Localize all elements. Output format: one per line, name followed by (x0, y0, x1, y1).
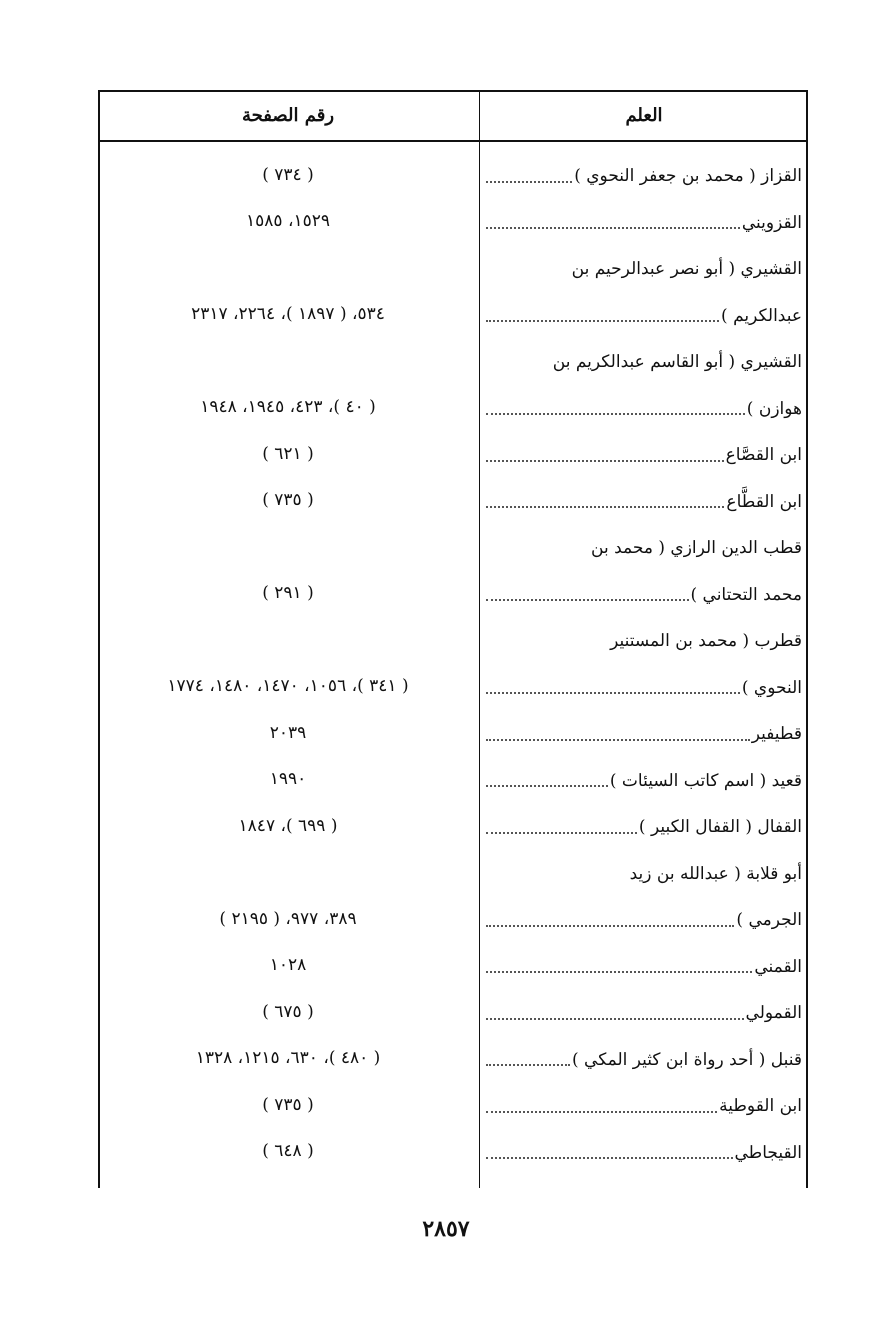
table-row (98, 1123, 808, 1170)
entry-name: قنبل ( أحد رواة ابن كثير المكي ) (572, 1049, 802, 1070)
entry-name-cell (486, 146, 802, 193)
table-row (98, 332, 808, 379)
entry-pages: ١٩٩٠ (269, 769, 307, 789)
entry-name: القمولي (745, 1003, 802, 1024)
index-rows (98, 146, 808, 1169)
table-row (98, 286, 808, 333)
entry-name-cell (486, 937, 802, 984)
entry-name: القزويني (741, 212, 802, 233)
leader-dots (486, 1156, 733, 1159)
entry-name-cell (486, 611, 802, 658)
entry-pages: ( ٧٣٥ ) (262, 490, 314, 510)
entry-pages (98, 332, 478, 379)
table-row (98, 844, 808, 891)
entry-name: القمني (754, 956, 802, 977)
leader-dots (486, 412, 745, 415)
table-row (98, 890, 808, 937)
entry-pages: ٥٣٤، ( ١٨٩٧ )، ٢٢٦٤، ٢٣١٧ (191, 304, 385, 324)
leader-dots (486, 831, 637, 834)
table-row (98, 239, 808, 286)
table-row (98, 937, 808, 984)
entry-pages: ( ٤٨٠ )، ٦٣٠، ١٢١٥، ١٣٢٨ (195, 1048, 381, 1068)
leader-dots (486, 1017, 744, 1020)
entry-pages: ( ٧٣٥ ) (262, 1094, 314, 1115)
table-row (98, 611, 808, 658)
entry-pages (98, 518, 478, 565)
entry-name-cell (486, 518, 802, 565)
entry-name-cell (486, 1123, 802, 1170)
leader-dots (486, 970, 752, 973)
leader-dots (486, 784, 608, 787)
entry-name-cell (486, 890, 802, 937)
leader-dots (486, 598, 689, 601)
leader-dots (486, 319, 719, 322)
entry-name: محمد التحتاني ) (690, 584, 802, 605)
table-row (98, 193, 808, 240)
entry-pages: ( ٦٤٨ ) (262, 1141, 314, 1161)
entry-name: هوازن ) (746, 398, 802, 419)
entry-name-cell (486, 1030, 802, 1077)
header-pages-column: رقم الصفحة (242, 104, 335, 126)
entry-pages: ( ٦٢١ ) (262, 443, 314, 464)
entry-name-cell (486, 751, 802, 798)
table-row (98, 983, 808, 1030)
entry-name: ابن القصَّاع (725, 445, 802, 466)
entry-name: قطيفير (751, 724, 802, 745)
entry-pages: ٣٨٩، ٩٧٧، ( ٢١٩٥ ) (219, 908, 357, 929)
entry-name: قعيد ( اسم كاتب السيئات ) (609, 770, 802, 791)
leader-dots (486, 1063, 570, 1066)
table-row (98, 146, 808, 193)
table-row (98, 1030, 808, 1077)
entry-name: القشيري ( أبو القاسم عبدالكريم بن (552, 352, 802, 373)
table-row (98, 658, 808, 705)
entry-name-cell (486, 193, 802, 240)
entry-pages: ( ٢٩١ ) (262, 583, 314, 603)
entry-name: أبو قلابة ( عبدالله بن زيد (629, 863, 802, 884)
entry-name-cell (486, 425, 802, 472)
entry-name: القفال ( القفال الكبير ) (638, 817, 802, 838)
table-row (98, 797, 808, 844)
entry-pages (98, 239, 478, 286)
entry-pages: ( ٤٠ )، ٤٢٣، ١٩٤٥، ١٩٤٨ (200, 397, 376, 417)
leader-dots (486, 1110, 717, 1113)
index-table (98, 90, 808, 1188)
entry-name-cell (486, 1076, 802, 1123)
leader-dots (486, 738, 750, 741)
entry-name: قطب الدين الرازي ( محمد بن (591, 538, 802, 559)
entry-name: قطرب ( محمد بن المستنير (610, 631, 802, 652)
table-row (98, 425, 808, 472)
entry-name: عبدالكريم ) (721, 305, 802, 326)
entry-name: القيجاطي (734, 1142, 802, 1163)
entry-name-cell (486, 379, 802, 426)
leader-dots (486, 459, 724, 462)
entry-pages: ١٠٢٨ (269, 955, 307, 975)
entry-pages: ( ٧٣٤ ) (262, 164, 314, 185)
entry-pages: ( ٣٤١ )، ١٠٥٦، ١٤٧٠، ١٤٨٠، ١٧٧٤ (167, 676, 409, 696)
table-row (98, 472, 808, 519)
entry-name-cell (486, 983, 802, 1030)
table-row (98, 518, 808, 565)
entry-pages: ١٥٢٩، ١٥٨٥ (246, 211, 330, 231)
entry-pages (98, 611, 478, 658)
leader-dots (486, 924, 734, 927)
leader-dots (486, 180, 572, 183)
table-row (98, 379, 808, 426)
header-name-column: العلم (625, 104, 663, 126)
entry-name-cell (486, 472, 802, 519)
entry-name: الجرمي ) (736, 910, 802, 931)
table-row (98, 704, 808, 751)
entry-name-cell (486, 286, 802, 333)
entry-name-cell (486, 239, 802, 286)
entry-name: ابن القوطية (719, 1096, 802, 1117)
table-row (98, 565, 808, 612)
leader-dots (486, 505, 724, 508)
entry-pages: ٢٠٣٩ (269, 722, 307, 743)
entry-name: النحوي ) (741, 677, 802, 698)
entry-name-cell (486, 658, 802, 705)
entry-name: ابن القطَّاع (726, 491, 802, 512)
page-number: ٢٨٥٧ (422, 1216, 470, 1242)
header-divider (98, 140, 808, 142)
entry-name-cell (486, 704, 802, 751)
table-row (98, 751, 808, 798)
table-row (98, 1076, 808, 1123)
entry-name-cell (486, 332, 802, 379)
leader-dots (486, 226, 740, 229)
entry-name: القشيري ( أبو نصر عبدالرحيم بن (571, 259, 802, 280)
entry-name-cell (486, 565, 802, 612)
entry-pages: ( ٦٧٥ ) (262, 1001, 314, 1022)
entry-pages (98, 844, 478, 891)
entry-pages: ( ٦٩٩ )، ١٨٤٧ (238, 815, 338, 836)
leader-dots (486, 691, 740, 694)
entry-name-cell (486, 797, 802, 844)
entry-name-cell (486, 844, 802, 891)
entry-name: القزاز ( محمد بن جعفر النحوي ) (574, 166, 802, 187)
